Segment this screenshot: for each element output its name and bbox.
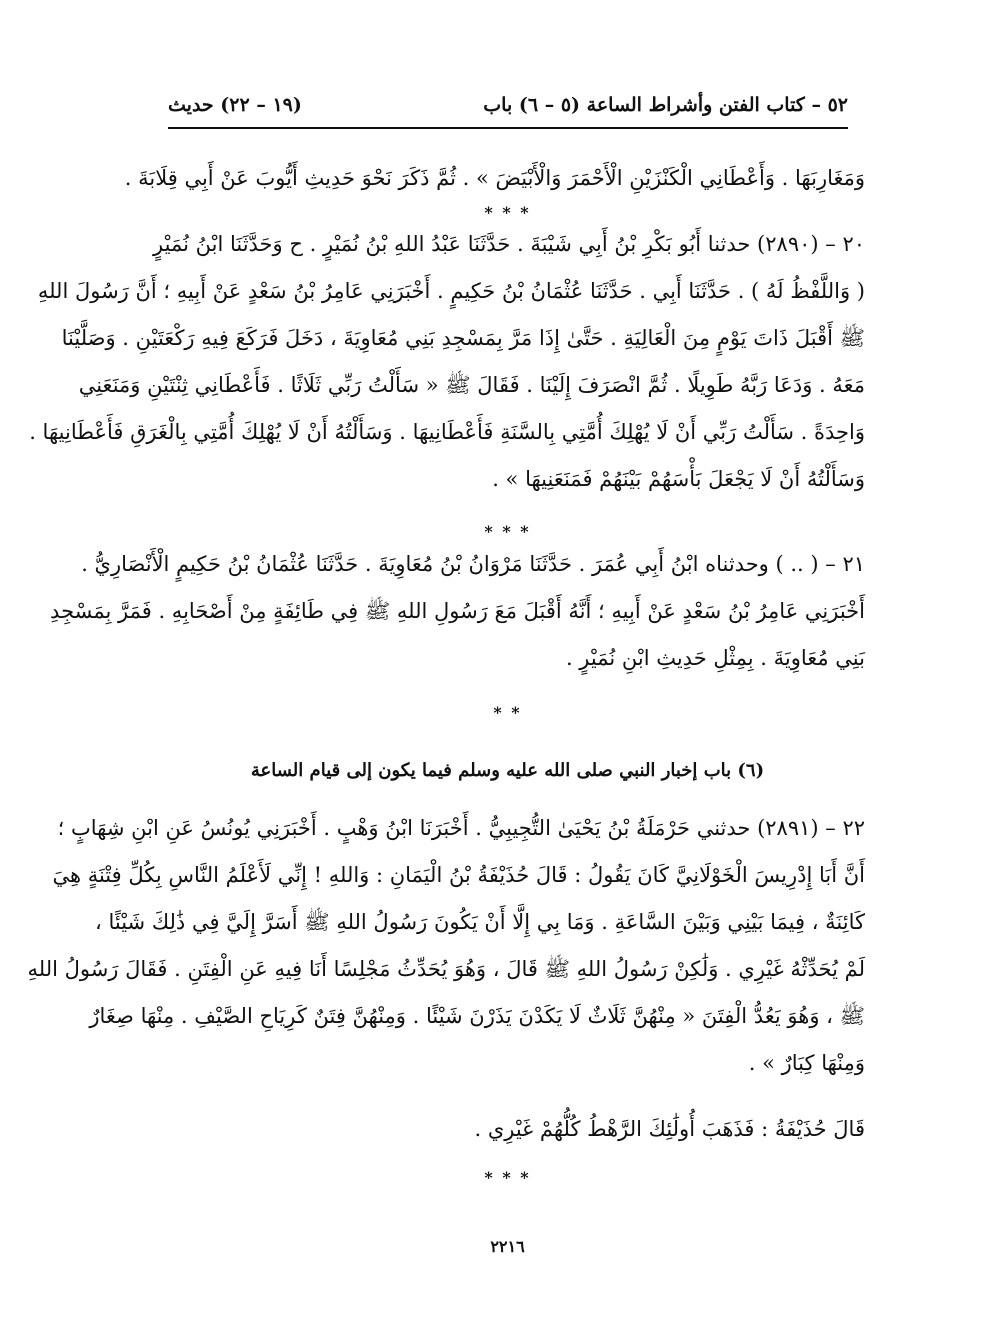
- hadith-20: [29, 221, 865, 503]
- hadith-22: [27, 805, 865, 1087]
- text-line: لَمْ يُحَدِّثْهُ غَيْرِي . وَلَٰكِنْ رَسُولُ اللهِ ﷺ قَالَ ، وَهُوَ يُحَدِّثُ مَجْلِسًا أَنَا فِيهِ عَنِ الْفِتَنِ . فَقَالَ رَسُولُ اللهِ: [27, 957, 865, 981]
- separator-stars: * * *: [484, 203, 531, 222]
- text-line: ٢٠ – (٢٨٩٠) حدثنا أَبُو بَكْرِ بْنُ أَبِي شَيْبَةَ . حَدَّثَنَا عَبْدُ اللهِ بْنُ نُمَيْرٍ . ح وَحَدَّثَنَا ابْنُ نُمَيْرٍ: [153, 232, 865, 256]
- page-number: ٢٢١٦: [490, 1237, 525, 1256]
- text-line: بَنِي مُعَاوِيَةَ . بِمِثْلِ حَدِيثِ ابْنِ نُمَيْرٍ .: [565, 646, 865, 670]
- hadith-21: [50, 541, 865, 682]
- text-line: ( وَاللَّفْظُ لَهُ ) . حَدَّثَنَا أَبِي . حَدَّثَنَا عُثْمَانُ بْنُ حَكِيمٍ . أَخْبَرَنِي عَامِرُ بْنُ سَعْدٍ عَنْ أَبِيهِ ؛ أَنَّ رَسُولَ اللهِ: [37, 279, 865, 303]
- text-line: وَسَأَلْتُهُ أَنْ لَا يَجْعَلَ بَأْسَهُمْ بَيْنَهُمْ فَمَنَعَنِيهَا » .: [492, 467, 865, 491]
- separator-stars: * * *: [484, 1168, 531, 1187]
- text-line: قَالَ حُذَيْفَةُ : فَذَهَبَ أُولَٰئِكَ الرَّهْطُ كُلُّهُمْ غَيْرِي .: [474, 1117, 865, 1141]
- header-book-chapter: ٥٢ – كتاب الفتن وأشراط الساعة (٥ – ٦) باب: [483, 94, 848, 116]
- continuation-paragraph: [124, 155, 865, 202]
- text-line: وَاحِدَةً . سَأَلْتُ رَبِّي أَنْ لَا يُهْلِكَ أُمَّتِي بِالسَّنَةِ فَأَعْطَانِيهَا . وَسَأَلْتُهُ أَنْ لَا يُهْلِكَ أُمَّتِي بِالْغَرَقِ فَأَعْطَانِيهَا .: [29, 420, 865, 444]
- text-line: ٢٢ – (٢٨٩١) حدثني حَرْمَلَةُ بْنُ يَحْيَىٰ التُّجِيبِيُّ . أَخْبَرَنَا ابْنُ وَهْبٍ . أَخْبَرَنِي يُونُسُ عَنِ ابْنِ شِهَابٍ ؛: [57, 816, 865, 840]
- text-line: ﷺ أَقْبَلَ ذَاتَ يَوْمٍ مِنَ الْعَالِيَةِ . حَتَّىٰ إِذَا مَرَّ بِمَسْجِدِ بَنِي مُعَاوِيَةَ ، دَخَلَ فَرَكَعَ فِيهِ رَكْعَتَيْنِ . وَصَلَّيْنَا: [61, 326, 865, 350]
- header-rule: [168, 127, 848, 129]
- text-line: ٢١ – ( .. ) وحدثناه ابْنُ أَبِي عُمَرَ . حَدَّثَنَا مَرْوَانُ بْنُ مُعَاوِيَةَ . حَدَّثَنَا عُثْمَانُ بْنُ حَكِيمٍ الْأَنْصَارِيُّ .: [81, 552, 865, 576]
- text-line: أَخْبَرَنِي عَامِرُ بْنُ سَعْدٍ عَنْ أَبِيهِ ؛ أَنَّهُ أَقْبَلَ مَعَ رَسُولِ اللهِ ﷺ فِي طَائِفَةٍ مِنْ أَصْحَابِهِ . فَمَرَّ بِمَسْجِدِ: [50, 599, 865, 623]
- running-header: [168, 88, 848, 122]
- text-line: وَمِنْهَا كِبَارٌ » .: [748, 1051, 865, 1075]
- separator-stars: * * *: [484, 522, 531, 541]
- text-line: أَنَّ أَبَا إِدْرِيسَ الْخَوْلَانِيَّ كَانَ يَقُولُ : قَالَ حُذَيْفَةُ بْنُ الْيَمَانِ : وَاللهِ ! إِنِّي لَأَعْلَمُ النَّاسِ بِكُلِّ فِتْنَةٍ هِيَ: [52, 863, 865, 887]
- header-hadith-range: (١٩ – ٢٢) حديث: [168, 94, 302, 116]
- text-line: ﷺ ، وَهُوَ يَعُدُّ الْفِتَنَ « مِنْهُنَّ ثَلَاثٌ لَا يَكَدْنَ يَذَرْنَ شَيْئًا . وَمِنْهُنَّ فِتَنٌ كَرِيَاحِ الصَّيْفِ . مِنْهَا صِغَارٌ: [89, 1004, 865, 1028]
- chapter-title: (٦) باب إخبار النبي صلى الله عليه وسلم فيما يكون إلى قيام الساعة: [250, 760, 765, 781]
- hadith-22-closing: [180, 1106, 865, 1153]
- text-line: مَعَهُ . وَدَعَا رَبَّهُ طَوِيلًا . ثُمَّ انْصَرَفَ إِلَيْنَا . فَقَالَ ﷺ « سَأَلْتُ رَبِّي ثَلَاثًا . فَأَعْطَانِي ثِنْتَيْنِ وَمَنَعَنِي: [78, 373, 865, 397]
- text-line: وَمَغَارِبَهَا . وَأَعْطَانِي الْكَنْزَيْنِ الْأَحْمَرَ وَالْأَبْيَضَ » . ثُمَّ ذَكَرَ نَحْوَ حَدِيثِ أَيُّوبَ عَنْ أَبِي قِلَابَةَ .: [124, 166, 865, 190]
- separator-stars-small: * *: [493, 703, 522, 722]
- text-line: كَائِنَةٌ ، فِيمَا بَيْنِي وَبَيْنَ السَّاعَةِ . وَمَا بِي إِلَّا أَنْ يَكُونَ رَسُولُ اللهِ ﷺ أَسَرَّ إِلَيَّ فِي ذَٰلِكَ شَيْئًا ،: [95, 910, 865, 934]
